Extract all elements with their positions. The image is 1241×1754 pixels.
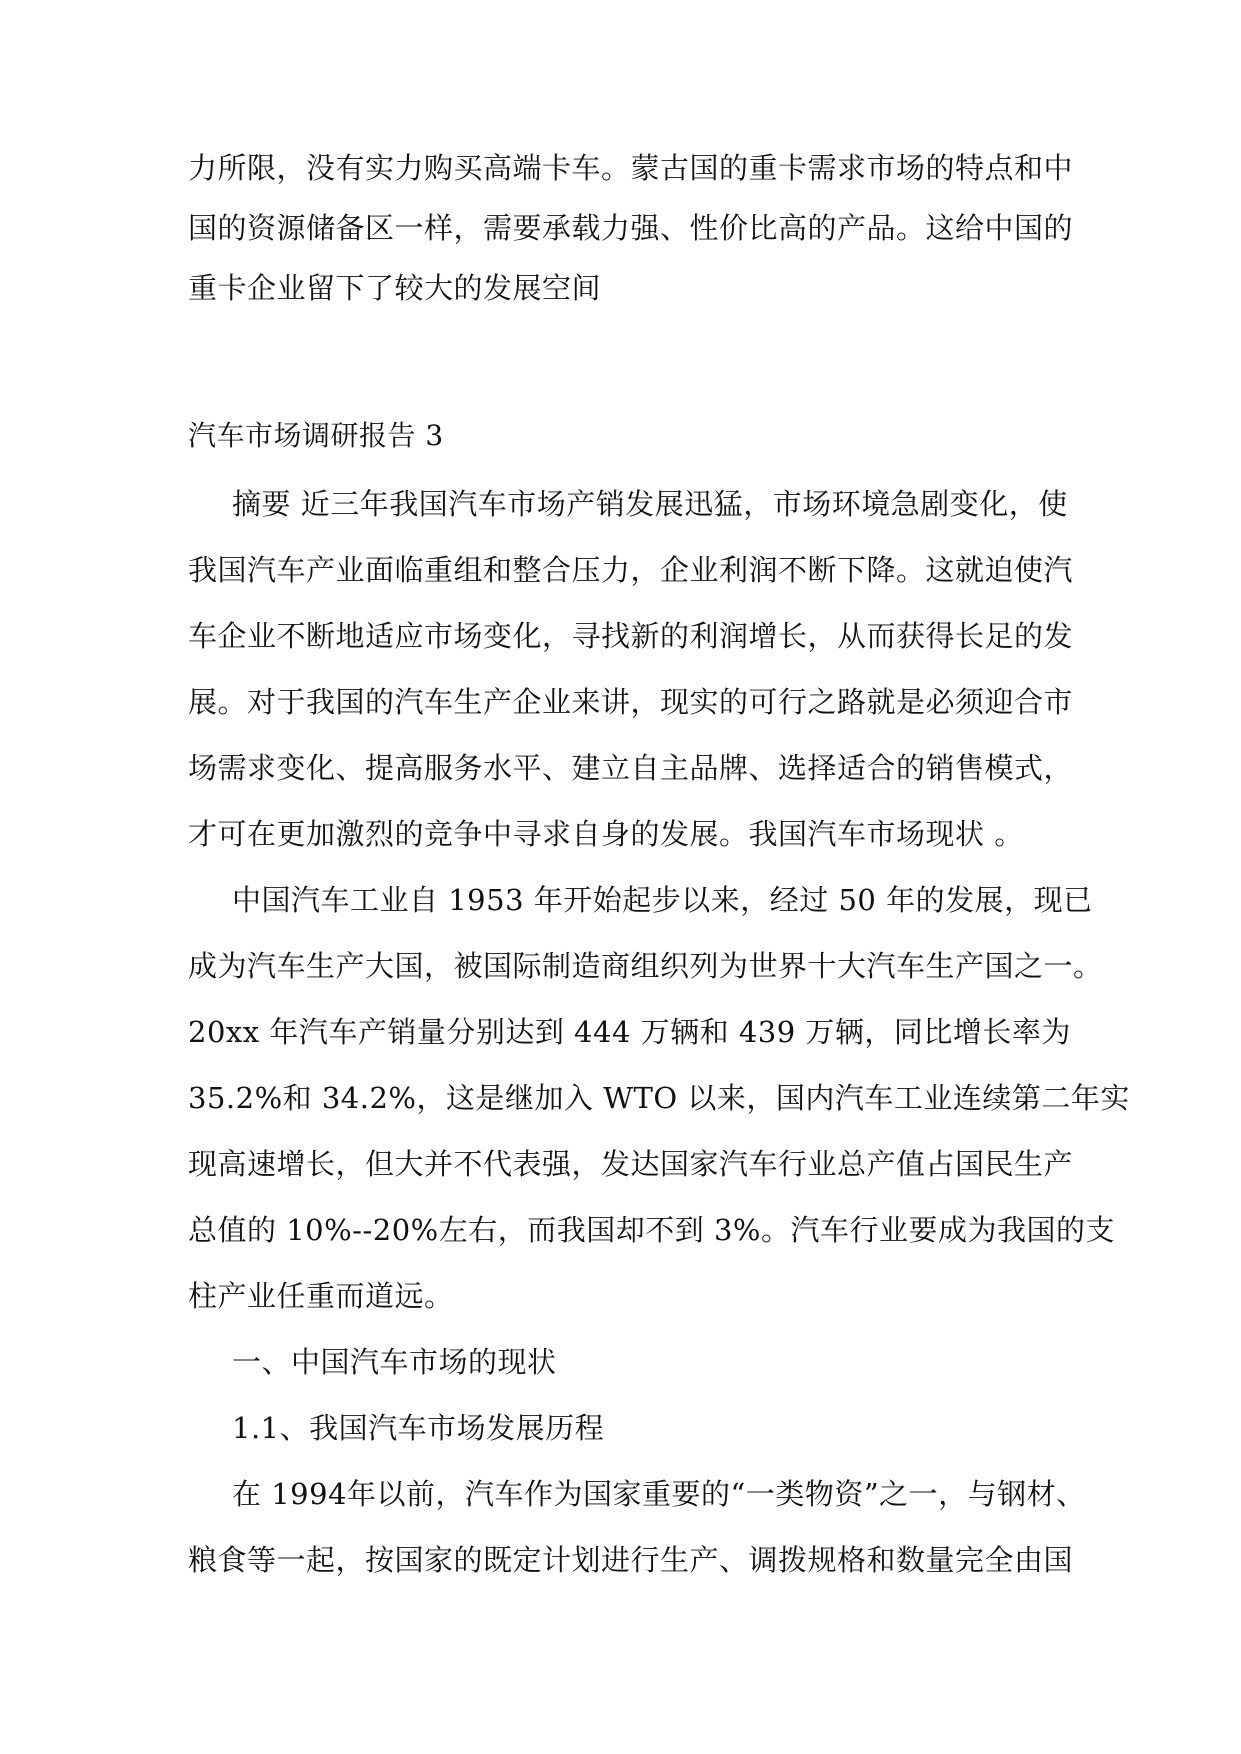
text-line: 重卡企业留下了较大的发展空间 [188, 271, 602, 305]
subsection-heading: 1.1、我国汽车市场发展历程 [232, 1411, 605, 1445]
text-line: 粮食等一起，按国家的既定计划进行生产、调拨规格和数量完全由国 [188, 1543, 1074, 1577]
text-line: 车企业不断地适应市场变化，寻找新的利润增长，从而获得长足的发 [188, 619, 1074, 653]
text-line: 摘要 近三年我国汽车市场产销发展迅猛，市场环境急剧变化，使 [232, 487, 1068, 521]
text-line: 中国汽车工业自 1953 年开始起步以来，经过 50 年的发展，现已 [232, 883, 1093, 917]
text-line: 总值的 10%--20%左右，而我国却不到 3%。汽车行业要成为我国的支 [188, 1213, 1115, 1247]
text-line: 35.2%和 34.2%，这是继加入 WTO 以来，国内汽车工业连续第二年实 [188, 1081, 1130, 1115]
text-line: 柱产业任重而道远。 [188, 1279, 454, 1313]
text-line: 在 1994年以前，汽车作为国家重要的“一类物资”之一，与钢材、 [232, 1477, 1086, 1511]
section-heading: 一、中国汽车市场的现状 [232, 1345, 557, 1379]
text-line: 展。对于我国的汽车生产企业来讲，现实的可行之路就是必须迎合市 [188, 685, 1074, 719]
text-line: 现高速增长，但大并不代表强，发达国家汽车行业总产值占国民生产 [188, 1147, 1074, 1181]
section-title: 汽车市场调研报告 3 [188, 419, 444, 452]
text-line: 力所限，没有实力购买高端卡车。蒙古国的重卡需求市场的特点和中 [188, 151, 1074, 185]
text-line: 国的资源储备区一样，需要承载力强、性价比高的产品。这给中国的 [188, 211, 1074, 245]
text-line: 才可在更加激烈的竞争中寻求自身的发展。我国汽车市场现状 。 [188, 817, 1024, 851]
text-line: 20xx 年汽车产销量分别达到 444 万辆和 439 万辆，同比增长率为 [188, 1015, 1071, 1049]
text-line: 场需求变化、提高服务水平、建立自主品牌、选择适合的销售模式， [188, 751, 1074, 785]
text-line: 成为汽车生产大国，被国际制造商组织列为世界十大汽车生产国之一。 [188, 949, 1103, 983]
text-line: 我国汽车产业面临重组和整合压力，企业利润不断下降。这就迫使汽 [188, 553, 1074, 587]
